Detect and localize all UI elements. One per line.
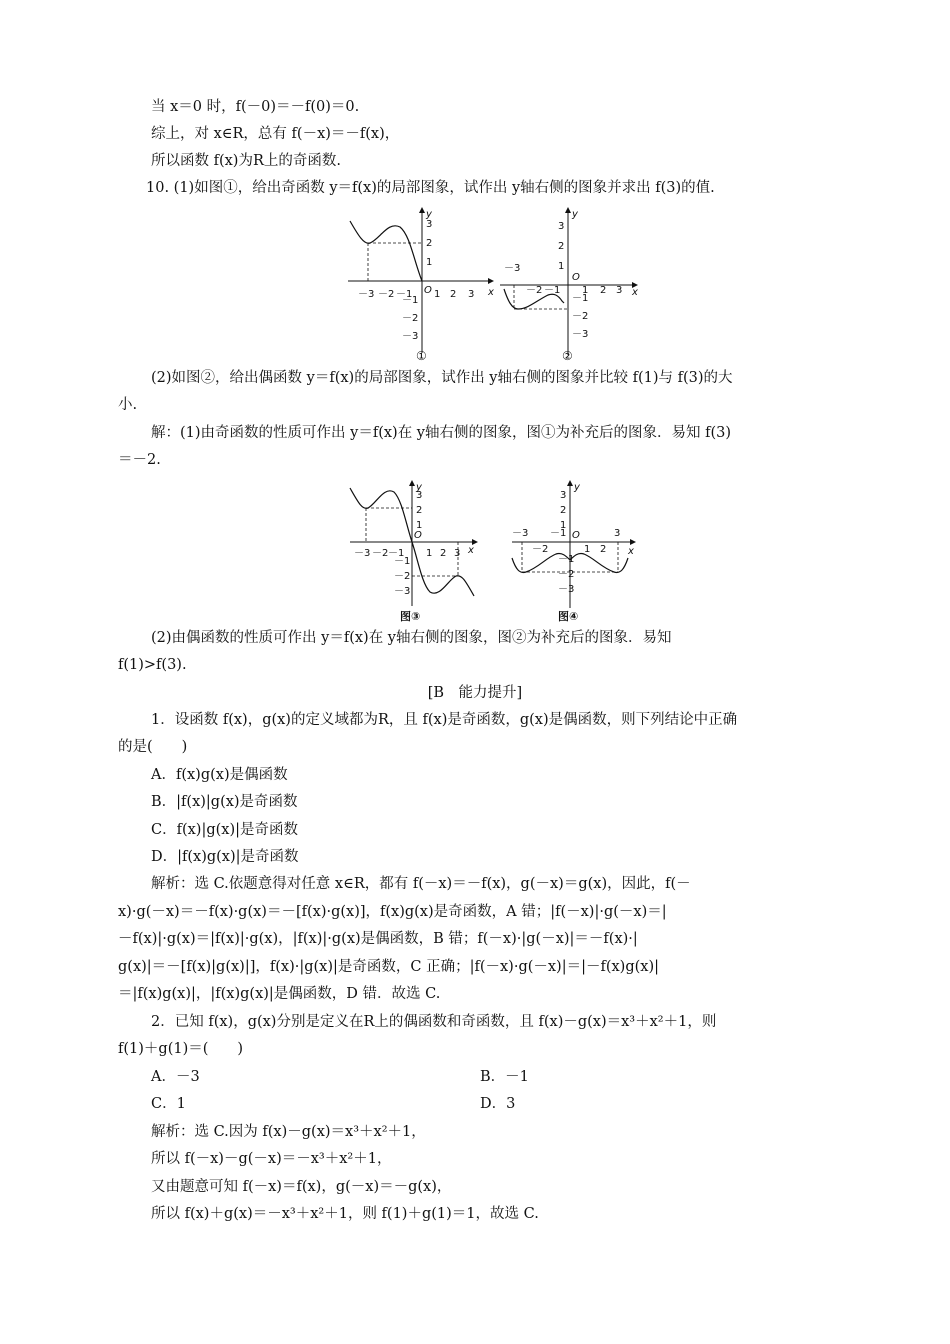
tick-label: －2	[402, 313, 419, 324]
tick-label: 2	[426, 238, 433, 249]
tick-label: －2	[526, 285, 543, 296]
tick-label: 1	[426, 257, 433, 268]
question-10-title: 10. (1)如图①，给出奇函数 y＝f(x)的局部图象，试作出 y轴右侧的图象并求出 f(3)的值.	[146, 180, 715, 196]
x-axis-label: x	[632, 287, 638, 298]
solution-text: 解析：选 C.因为 f(x)－g(x)＝x³＋x²＋1，	[151, 1124, 426, 1140]
option-a: A．－3	[151, 1069, 200, 1085]
tick-label: 1	[558, 261, 565, 272]
tick-label: －2	[558, 569, 575, 580]
x-axis-label: x	[488, 287, 494, 298]
tick-label: 2	[560, 505, 567, 516]
text-line: ＝－2.	[118, 452, 161, 468]
text-line: (2)由偶函数的性质可作出 y＝f(x)在 y轴右侧的图象，图②为补充后的图象．易知	[151, 630, 672, 646]
tick-label: 3	[416, 490, 423, 501]
figure-4-completed-even-graph	[508, 478, 648, 624]
figure-2-even-graph	[496, 205, 646, 363]
tick-label: 1	[434, 289, 441, 300]
tick-label: 2	[440, 548, 447, 559]
tick-label: 3	[558, 221, 565, 232]
tick-label: －3	[358, 289, 375, 300]
figure-3-completed-odd-graph	[344, 478, 494, 624]
origin-label: O	[414, 530, 422, 541]
tick-label: －2	[378, 289, 395, 300]
text-line: f(1)＋g(1)＝( )	[118, 1041, 244, 1057]
solution-text: 所以 f(－x)－g(－x)＝－x³＋x²＋1，	[151, 1151, 392, 1167]
tick-label: －1	[544, 285, 561, 296]
tick-label: 3	[454, 548, 461, 559]
tick-label: －2	[372, 548, 389, 559]
question-2-text: 2．已知 f(x)，g(x)分别是定义在R上的偶函数和奇函数，且 f(x)－g(x)＝x³＋x²＋1，则	[151, 1014, 717, 1030]
option-d: D．|f(x)g(x)|是奇函数	[151, 849, 299, 865]
text-line: (2)如图②，给出偶函数 y＝f(x)的局部图象，试作出 y轴右侧的图象并比较 f(1)与 f(3)的大	[151, 370, 733, 386]
origin-label: O	[572, 272, 580, 283]
text-line: 所以函数 f(x)为R上的奇函数.	[151, 153, 341, 169]
y-axis-label: y	[574, 482, 580, 493]
tick-label: －3	[572, 329, 589, 340]
tick-label: 3	[468, 289, 475, 300]
text-line: 小.	[118, 397, 138, 413]
question-1-text: 1．设函数 f(x)，g(x)的定义域都为R，且 f(x)是奇函数，g(x)是偶函数，则下列结论中正确	[151, 712, 738, 728]
text-line: 综上，对 x∈R，总有 f(－x)＝－f(x)，	[151, 126, 400, 142]
figure-caption: 图④	[558, 610, 579, 623]
tick-label: 2	[600, 544, 607, 555]
option-b: B．－1	[480, 1069, 529, 1085]
tick-label: 1	[584, 544, 591, 555]
section-heading: [B 能力提升]	[427, 685, 523, 701]
solution-text: g(x)|＝－[f(x)|g(x)|]，f(x)·|g(x)|是奇函数，C 正确；|f(－x)·g(－x)|＝|－f(x)g(x)|	[118, 959, 660, 975]
solution-text: 解析：选 C.依题意得对任意 x∈R，都有 f(－x)＝－f(x)，g(－x)＝g(x)，因此，f(－	[151, 876, 691, 892]
text-line: 当 x＝0 时，f(－0)＝－f(0)＝0.	[151, 99, 360, 115]
figure-1-odd-graph	[340, 205, 500, 363]
solution-text: x)·g(－x)＝－f(x)·g(x)＝－[f(x)·g(x)]，f(x)g(x)是奇函数，A 错；|f(－x)|·g(－x)＝|	[118, 904, 667, 920]
tick-label: －1	[550, 528, 567, 539]
option-b: B．|f(x)|g(x)是奇函数	[151, 794, 298, 810]
tick-label: －1	[572, 293, 589, 304]
tick-label: －1	[402, 295, 419, 306]
tick-label: －3	[402, 331, 419, 342]
x-axis-label: x	[468, 545, 474, 556]
tick-label: 3	[426, 219, 433, 230]
tick-label: －3	[394, 586, 411, 597]
option-c: C．f(x)|g(x)|是奇函数	[151, 822, 298, 838]
tick-label: 1	[582, 285, 589, 296]
tick-label: －3	[512, 528, 529, 539]
tick-label: －3	[504, 263, 521, 274]
solution-text: －f(x)|·g(x)＝|f(x)|·g(x)，|f(x)|·g(x)是偶函数，B 错；f(－x)·|g(－x)|＝－f(x)·|	[118, 931, 638, 947]
origin-label: O	[572, 530, 580, 541]
tick-label: 1	[560, 520, 567, 531]
tick-label: 2	[450, 289, 457, 300]
y-axis-label: y	[416, 482, 422, 493]
solution-text: 所以 f(x)＋g(x)＝－x³＋x²＋1，则 f(1)＋g(1)＝1，故选 C.	[151, 1206, 539, 1222]
tick-label: －2	[572, 311, 589, 322]
solution-text: 又由题意可知 f(－x)＝f(x)，g(－x)＝－g(x)，	[151, 1179, 452, 1195]
tick-label: 3	[614, 528, 621, 539]
tick-label: 3	[616, 285, 623, 296]
y-axis-label: y	[572, 209, 578, 220]
text-line: 解：(1)由奇函数的性质可作出 y＝f(x)在 y轴右侧的图象，图①为补充后的图象．易知 f(3)	[151, 425, 732, 441]
figure-caption: ①	[416, 349, 427, 363]
tick-label: －2	[532, 544, 549, 555]
figure-caption: 图③	[400, 610, 421, 623]
origin-label: O	[424, 285, 432, 296]
option-a: A．f(x)g(x)是偶函数	[151, 767, 288, 783]
tick-label: －1	[394, 556, 411, 567]
tick-label: －3	[558, 584, 575, 595]
tick-label: 2	[558, 241, 565, 252]
tick-label: －3	[354, 548, 371, 559]
figure-caption: ②	[562, 349, 573, 363]
tick-label: 2	[600, 285, 607, 296]
y-axis-label: y	[426, 209, 432, 220]
tick-label: 1	[426, 548, 433, 559]
tick-label: 3	[560, 490, 567, 501]
option-d: D．3	[480, 1096, 516, 1112]
tick-label: －1	[388, 548, 405, 559]
text-line: f(1)>f(3).	[118, 657, 187, 673]
tick-label: 1	[416, 520, 423, 531]
tick-label: －2	[394, 571, 411, 582]
odd-curve-left	[350, 221, 422, 281]
text-line: 的是( )	[118, 739, 188, 755]
tick-label: －1	[396, 289, 413, 300]
tick-label: 2	[416, 505, 423, 516]
tick-label: －1	[558, 554, 575, 565]
x-axis-label: x	[628, 546, 634, 557]
option-c: C．1	[151, 1096, 186, 1112]
solution-text: ＝|f(x)g(x)|，|f(x)g(x)|是偶函数，D 错．故选 C.	[118, 986, 441, 1002]
